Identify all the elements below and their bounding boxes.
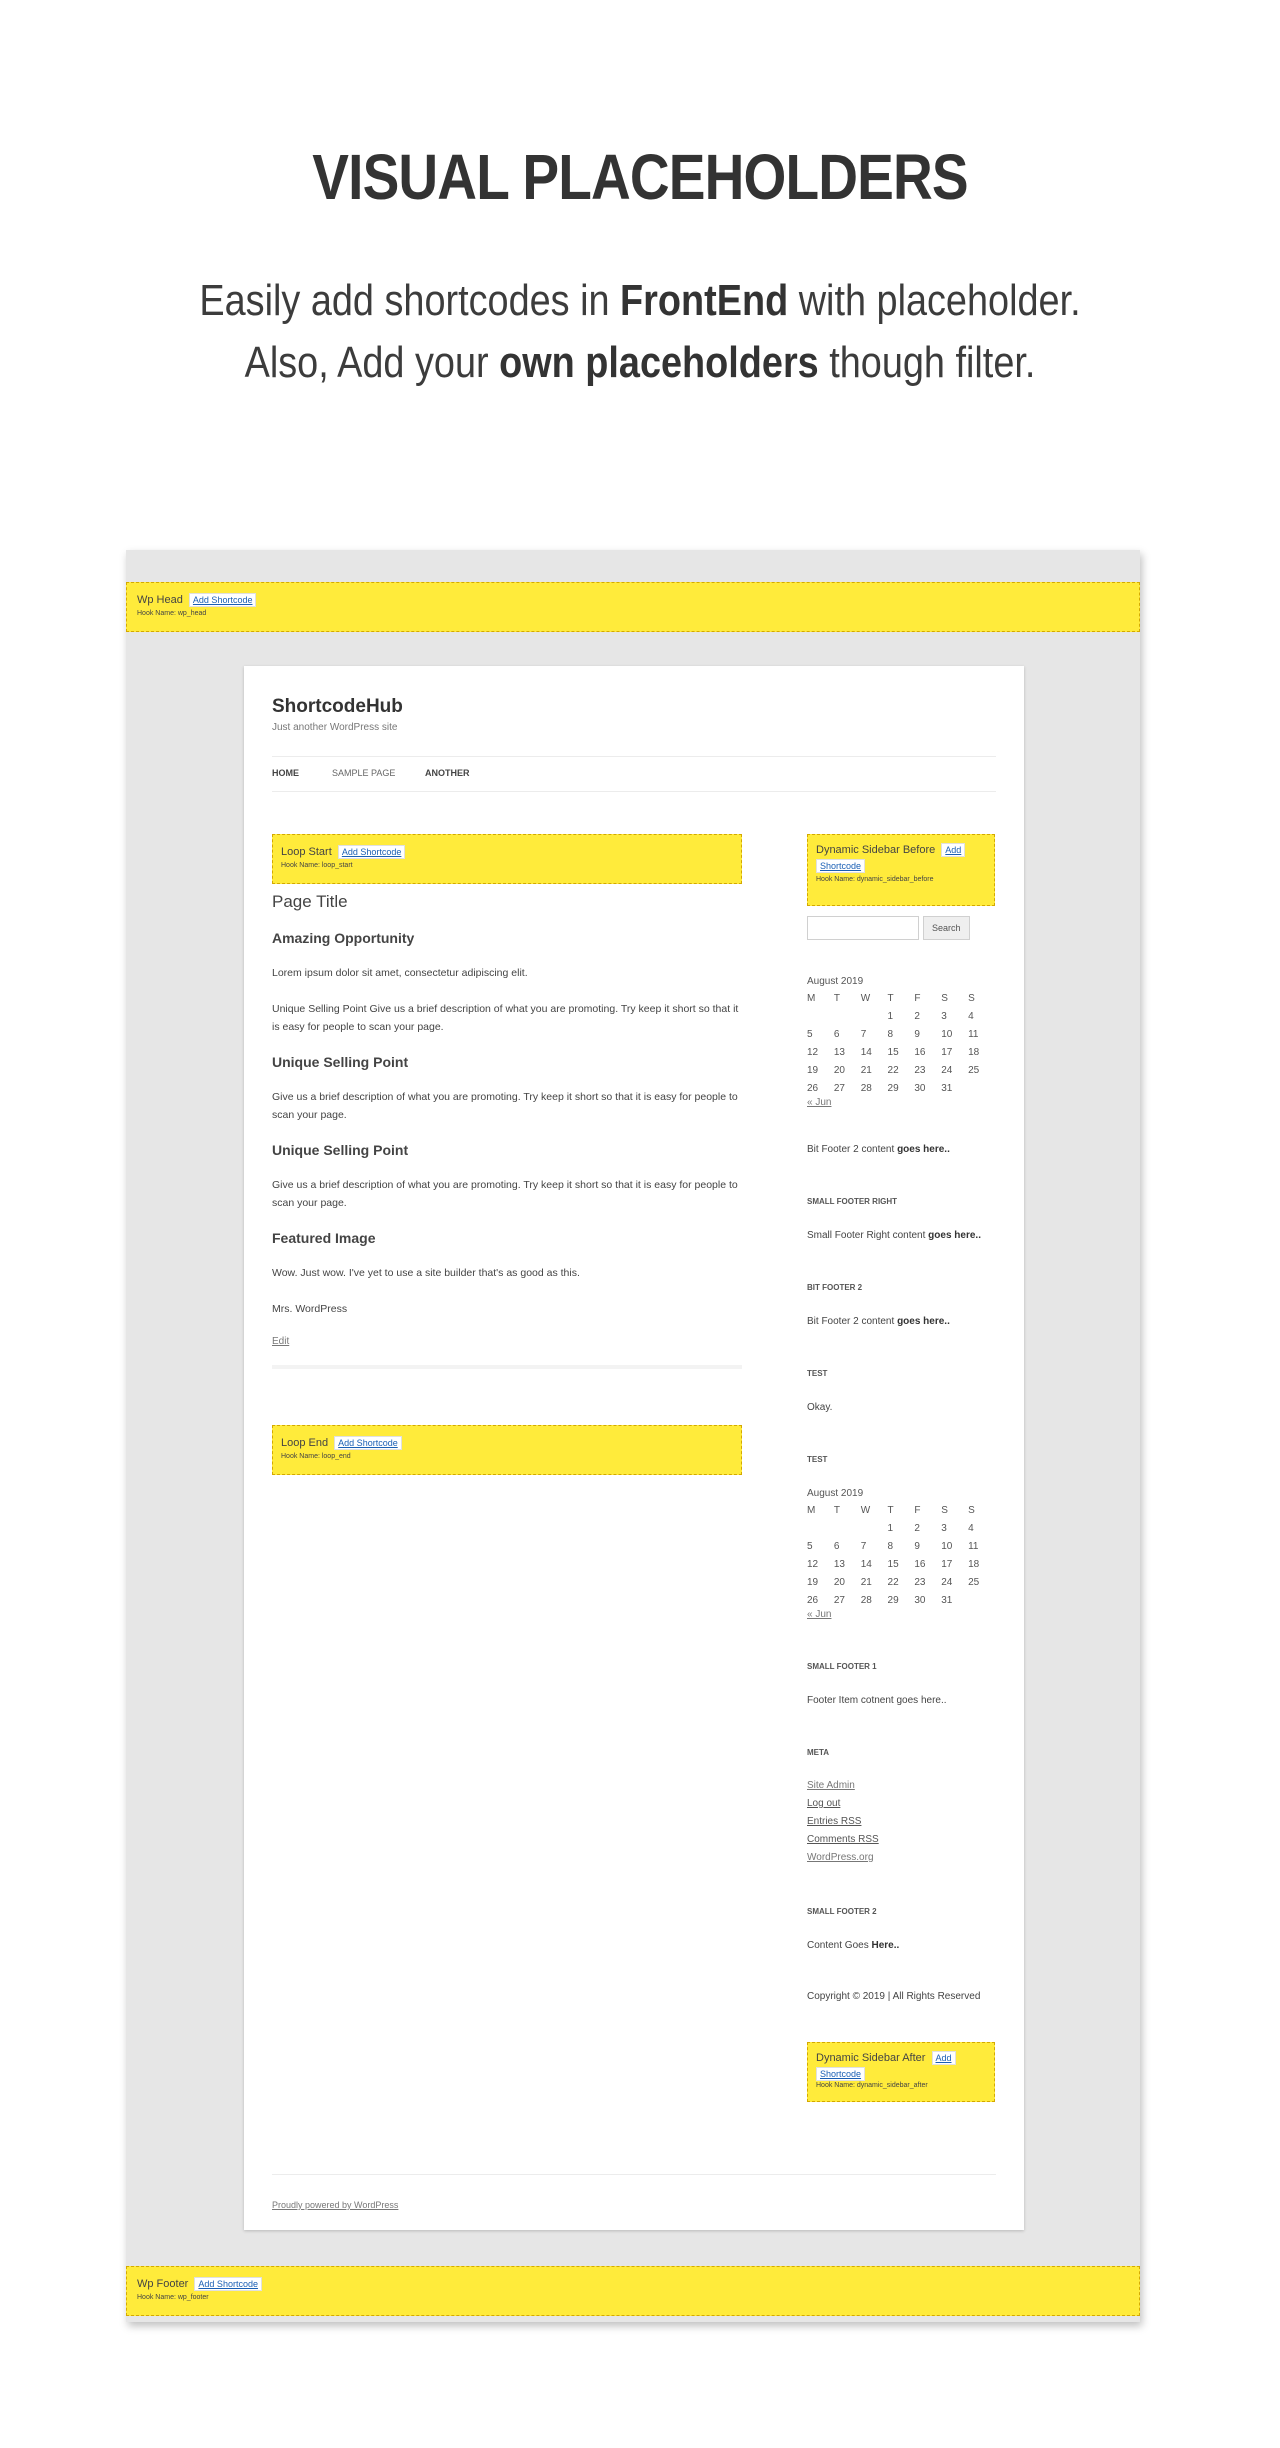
add-shortcode-button[interactable]: Add Shortcode [189,593,257,607]
calendar-day-header: F [914,1504,921,1516]
powered-by-link[interactable]: Proudly powered by WordPress [272,2200,399,2210]
calendar-caption: August 2019 [807,1488,864,1499]
widget-title: TEST [807,1369,828,1378]
calendar-day-header: S [968,1504,975,1516]
calendar-cell: 16 [914,1558,926,1570]
widget-title: BIT FOOTER 2 [807,1283,863,1292]
calendar-cell: 26 [807,1594,819,1606]
calendar-cell: 26 [807,1082,819,1094]
hook-title: Dynamic Sidebar After [816,2052,926,2064]
calendar-cell: 30 [914,1082,926,1094]
calendar-cell: 6 [833,1028,840,1040]
calendar-cell: 7 [860,1028,867,1040]
calendar-cell: 29 [887,1082,899,1094]
hero-line-1 [90,276,1191,326]
hook-name: Hook Name: loop_end [281,1453,351,1460]
heading-amazing-opportunity: Amazing Opportunity [272,930,415,946]
hook-title: Loop End [281,1437,329,1449]
widget-text-part: Small Footer Right content [807,1230,929,1241]
widget-text-part: Content Goes [807,1940,872,1951]
hook-name: Hook Name: dynamic_sidebar_after [816,2082,928,2089]
search-widget [807,916,995,940]
calendar-cell: 27 [833,1082,845,1094]
widget-text-part: Bit Footer 2 content [807,1316,898,1327]
nav-item-home[interactable]: HOME [272,768,299,778]
calendar-cell: 23 [914,1064,926,1076]
calendar-cell [861,1519,888,1537]
widget-text: Footer Item cotnent goes here.. [807,1695,947,1706]
calendar-day-header: W [860,1504,871,1516]
widget-title: TEST [807,1455,828,1464]
meta-link-comments-rss[interactable]: Comments RSS [807,1834,879,1845]
calendar-caption: August 2019 [807,976,864,987]
heading-unique-selling-point: Unique Selling Point [272,1054,409,1070]
calendar-cell [807,1007,834,1025]
paragraph: Give us a brief description of what you are promoting. Try keep it short so that it is easy for people to scan your page. [272,1179,738,1209]
calendar-day-header: M [807,992,816,1004]
calendar-day-header: S [941,992,948,1004]
hook-wp-footer [126,2266,1140,2316]
calendar-cell: 1 [887,1010,894,1022]
heading-featured-image: Featured Image [272,1230,376,1246]
calendar-prev-link[interactable]: « Jun [807,1097,832,1108]
meta-link-site-admin[interactable]: Site Admin [807,1780,855,1791]
post-divider [272,1365,742,1369]
add-shortcode-button[interactable]: Add Shortcode [194,2277,262,2291]
add-shortcode-button[interactable]: Add Shortcode [338,845,406,859]
calendar-cell: 12 [807,1046,819,1058]
calendar-cell: 21 [860,1064,872,1076]
hero-line-2-text: Also, Add your [244,338,500,387]
calendar-day-header: T [887,1504,894,1516]
calendar-table [807,989,995,1097]
widget-text-bold: goes here.. [897,1144,950,1155]
main-content [272,834,742,1475]
calendar-day-header: W [860,992,871,1004]
calendar-cell: 16 [914,1046,926,1058]
hero-line-2 [90,338,1191,388]
add-shortcode-button[interactable]: Shortcode [816,859,865,873]
calendar-cell: 21 [860,1576,872,1588]
calendar-cell: 24 [941,1576,953,1588]
calendar-widget [807,976,995,1108]
add-shortcode-button[interactable]: Add [932,2051,956,2065]
add-shortcode-button[interactable]: Shortcode [816,2067,865,2081]
calendar-cell: 17 [941,1046,953,1058]
calendar-cell: 31 [941,1082,953,1094]
calendar-cell: 18 [968,1046,980,1058]
calendar-day-header: T [833,992,840,1004]
calendar-cell [834,1519,861,1537]
widget-text-part: Bit Footer 2 content [807,1144,898,1155]
calendar-cell: 23 [914,1576,926,1588]
calendar-cell: 1 [887,1522,894,1534]
calendar-cell: 3 [941,1010,947,1022]
calendar-prev-link[interactable]: « Jun [807,1609,832,1620]
widget-text-bold: goes here.. [897,1316,950,1327]
hero-title: VISUAL PLACEHOLDERS [312,141,968,213]
widget-title: SMALL FOOTER RIGHT [807,1197,898,1206]
calendar-cell: 22 [887,1064,899,1076]
calendar-cell: 4 [968,1522,974,1534]
calendar-cell: 17 [941,1558,953,1570]
calendar-cell: 13 [833,1046,845,1058]
calendar-cell: 10 [941,1540,953,1552]
nav-item-sample-page[interactable]: SAMPLE PAGE [332,768,396,778]
hook-dynamic-sidebar-after [807,2042,995,2102]
widget-title: SMALL FOOTER 1 [807,1662,877,1671]
hook-name: Hook Name: loop_start [281,862,353,869]
site-footer [272,2174,996,2213]
hook-title: Wp Head [137,594,183,606]
hook-wp-head [126,582,1140,632]
hero-line-1-text: Easily add shortcodes in [199,276,621,325]
hero-line-2-bold: own placeholders [499,338,819,387]
widget-text: Okay. [807,1402,833,1413]
calendar-cell: 6 [833,1540,840,1552]
widget-text-bold: Here.. [871,1940,900,1951]
calendar-cell: 27 [833,1594,845,1606]
calendar-cell: 19 [807,1064,819,1076]
widget-text [807,1230,995,1241]
calendar-cell: 11 [968,1540,979,1552]
add-shortcode-button[interactable] [941,843,965,857]
site-title[interactable]: ShortcodeHub [272,696,403,717]
calendar-cell: 25 [968,1576,980,1588]
calendar-day-header: M [807,1504,816,1516]
sidebar [807,834,995,2102]
widget-text [807,1144,995,1155]
search-button[interactable]: Search [923,916,970,940]
calendar-cell: 19 [807,1576,819,1588]
calendar-day-header: S [941,1504,948,1516]
calendar-day-header: S [968,992,975,1004]
calendar-cell: 8 [887,1540,894,1552]
calendar-cell: 31 [941,1594,953,1606]
calendar-day-header: F [914,992,921,1004]
calendar-table [807,1501,995,1609]
calendar-cell [968,1079,995,1097]
meta-links [807,1777,995,1867]
calendar-cell: 14 [860,1558,872,1570]
hero-line-2-end: though filter. [818,338,1036,387]
calendar-cell: 30 [914,1594,926,1606]
add-shortcode-button[interactable]: Add Shortcode [334,1436,402,1450]
hook-title: Wp Footer [137,2278,189,2290]
paragraph: Give us a brief description of what you are promoting. Try keep it short so that it is easy for people to scan your page. [272,1091,738,1121]
wordpress-page [244,666,1024,2230]
heading-unique-selling-point: Unique Selling Point [272,1142,409,1158]
calendar-cell: 7 [860,1540,867,1552]
hook-name: Hook Name: wp_head [137,610,207,617]
calendar-cell: 14 [860,1046,872,1058]
meta-link-entries-rss[interactable]: Entries RSS [807,1816,862,1827]
calendar-cell: 2 [914,1522,920,1534]
calendar-cell: 5 [807,1028,813,1040]
site-preview-frame [126,550,1140,2322]
nav-item-another[interactable]: ANOTHER [425,768,470,778]
calendar-cell: 24 [941,1064,953,1076]
hook-loop-end [272,1425,742,1475]
hero-line-1-bold: FrontEnd [620,276,789,325]
meta-link-log-out[interactable]: Log out [807,1798,841,1809]
widget-title: SMALL FOOTER 2 [807,1907,877,1916]
main-navigation [272,756,996,792]
calendar-cell: 15 [887,1046,899,1058]
calendar-cell: 8 [887,1028,894,1040]
calendar-cell: 15 [887,1558,899,1570]
calendar-cell: 28 [860,1594,872,1606]
hook-title: Dynamic Sidebar Before [816,844,936,856]
calendar-cell: 22 [887,1576,899,1588]
calendar-cell: 9 [914,1540,920,1552]
calendar-cell: 13 [833,1558,845,1570]
widget-text-bold: goes here.. [928,1230,981,1241]
widget-text [807,1316,995,1327]
add-shortcode-label: Add [945,845,962,855]
hero-line-1-end: with placeholder. [788,276,1081,325]
calendar-cell: 4 [968,1010,974,1022]
calendar-cell [968,1591,995,1609]
hook-name: Hook Name: wp_footer [137,2294,209,2301]
calendar-cell: 29 [887,1594,899,1606]
calendar-cell: 3 [941,1522,947,1534]
site-description: Just another WordPress site [272,722,398,733]
calendar-cell: 20 [833,1576,845,1588]
calendar-day-header: T [887,992,894,1004]
calendar-cell: 25 [968,1064,980,1076]
calendar-cell: 9 [914,1028,920,1040]
testimonial-text: Wow. Just wow. I've yet to use a site builder that's as good as this. [272,1267,580,1279]
calendar-cell: 2 [914,1010,920,1022]
widget-text [807,1940,995,1951]
hook-name: Hook Name: dynamic_sidebar_before [816,876,934,883]
edit-link[interactable]: Edit [272,1336,290,1347]
calendar-cell [807,1519,834,1537]
calendar-cell: 28 [860,1082,872,1094]
widget-title: META [807,1748,830,1757]
hook-loop-start [272,834,742,884]
search-input[interactable] [807,916,919,940]
calendar-cell: 11 [968,1028,979,1040]
calendar-cell: 10 [941,1028,953,1040]
copyright-text: Copyright © 2019 | All Rights Reserved [807,1991,981,2002]
calendar-cell: 18 [968,1558,980,1570]
paragraph: Unique Selling Point Give us a brief description of what you are promoting. Try keep it short so that it is easy for people to scan your page. [272,1003,739,1033]
calendar-cell [861,1007,888,1025]
calendar-cell [834,1007,861,1025]
hook-title: Loop Start [281,846,332,858]
page-title: Page Title [272,892,348,911]
calendar-cell: 20 [833,1064,845,1076]
calendar-cell: 12 [807,1558,819,1570]
calendar-widget [807,1488,995,1620]
calendar-cell: 5 [807,1540,813,1552]
paragraph: Lorem ipsum dolor sit amet, consectetur adipiscing elit. [272,967,528,979]
hook-dynamic-sidebar-before [807,834,995,906]
meta-link-wordpress-org[interactable]: WordPress.org [807,1852,874,1863]
calendar-day-header: T [833,1504,840,1516]
testimonial-author: Mrs. WordPress [272,1303,348,1315]
